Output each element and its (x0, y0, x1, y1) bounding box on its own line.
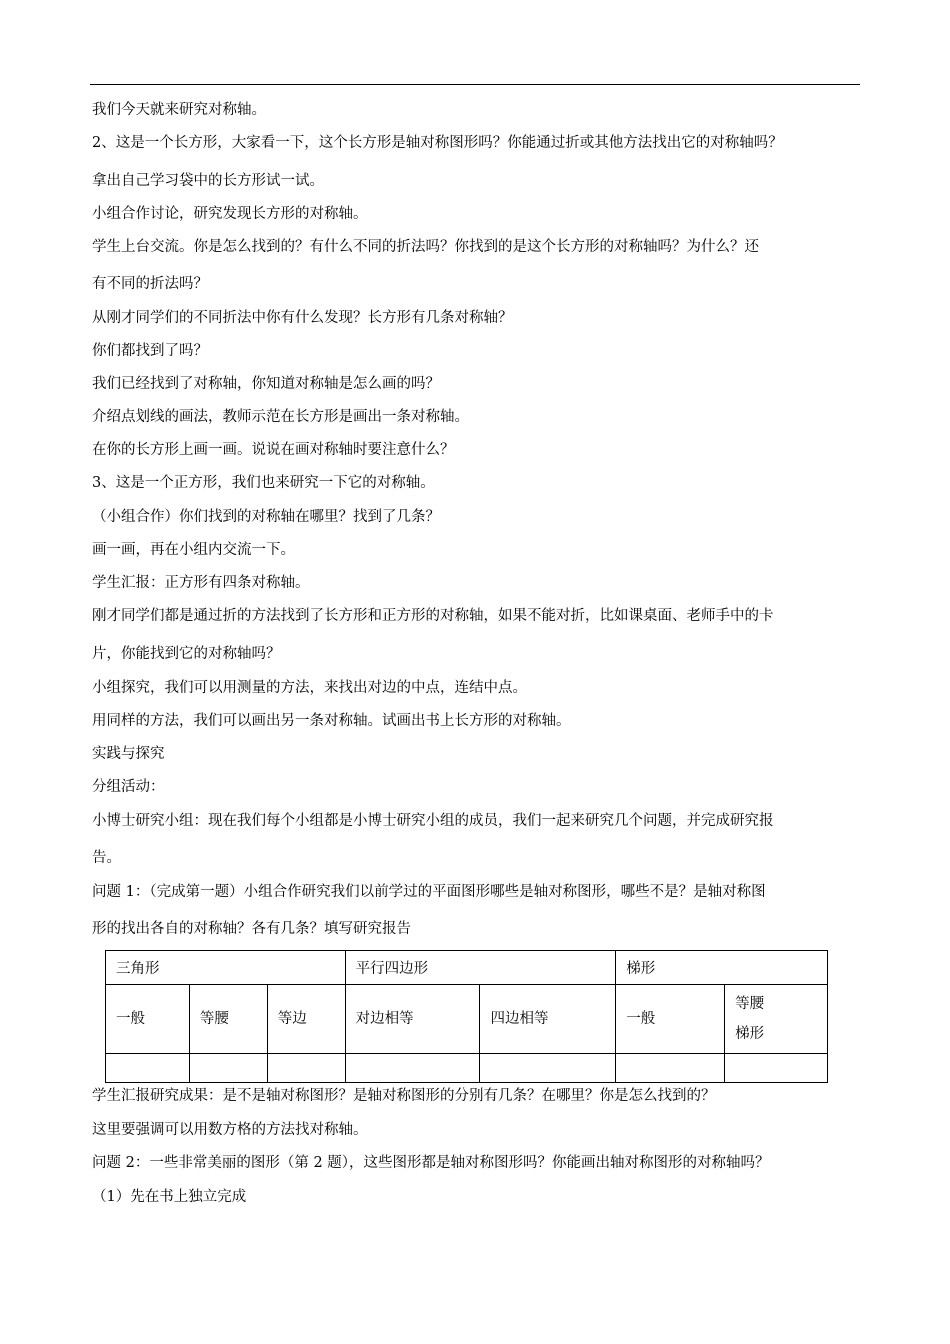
research-report-table (105, 950, 828, 1083)
paragraph-line: 小组合作讨论，研究发现长方形的对称轴。 (92, 206, 368, 222)
paragraph-line: 形的找出各自的对称轴？各有几条？填写研究报告 (92, 921, 411, 937)
answer-cell[interactable] (345, 1054, 480, 1083)
paragraph-line: 有不同的折法吗？ (92, 276, 208, 292)
answer-cell[interactable] (480, 1054, 616, 1083)
paragraph-line: 小组探究，我们可以用测量的方法，来找出对边的中点，连结中点。 (92, 680, 527, 696)
answer-cell[interactable] (267, 1054, 345, 1083)
answer-cell[interactable] (616, 1054, 725, 1083)
paragraph-line: 介绍点划线的画法，教师示范在长方形是画出一条对称轴。 (92, 409, 469, 425)
paragraph-line: （1）先在书上独立完成 (92, 1189, 247, 1205)
sub-four-sides-equal: 四边相等 (480, 985, 616, 1054)
sub-general-trapezoid: 一般 (616, 985, 725, 1054)
paragraph-line: 小博士研究小组：现在我们每个小组都是小博士研究小组的成员，我们一起来研究几个问题，并完成研究报 (92, 813, 774, 829)
answer-cell[interactable] (106, 1054, 190, 1083)
header-parallelogram: 平行四边形 (345, 951, 616, 985)
paragraph-line: 学生汇报研究成果：是不是轴对称图形？是轴对称图形的分别有几条？在哪里？你是怎么找到的？ (92, 1088, 716, 1104)
sub-general-triangle: 一般 (106, 985, 190, 1054)
paragraph-line: 在你的长方形上画一画。说说在画对称轴时要注意什么？ (92, 442, 455, 458)
paragraph-line: 2、这是一个长方形，大家看一下，这个长方形是轴对称图形吗？你能通过折或其他方法找出它的对称轴吗？ (92, 135, 783, 151)
header-rule (90, 84, 860, 85)
isosceles-trapezoid-line-2: 梯形 (735, 1026, 765, 1042)
paragraph-line: 用同样的方法，我们可以画出另一条对称轴。试画出书上长方形的对称轴。 (92, 713, 571, 729)
paragraph-line: 问题 2：一些非常美丽的图形（第 2 题），这些图形都是轴对称图形吗？你能画出轴对称图形的对称轴吗？ (92, 1155, 770, 1171)
paragraph-line: 问题 1：（完成第一题）小组合作研究我们以前学过的平面图形哪些是轴对称图形，哪些不是？是轴对称图 (92, 884, 766, 900)
answer-cell[interactable] (189, 1054, 267, 1083)
paragraph-line: 从刚才同学们的不同折法中你有什么发现？长方形有几条对称轴？ (92, 310, 513, 326)
paragraph-line: 片，你能找到它的对称轴吗？ (92, 646, 281, 662)
sub-equilateral-triangle: 等边 (267, 985, 345, 1054)
paragraph-line: 我们今天就来研究对称轴。 (92, 102, 266, 118)
paragraph-line: 3、这是一个正方形，我们也来研究一下它的对称轴。 (92, 475, 435, 491)
answer-cell[interactable] (725, 1054, 828, 1083)
header-trapezoid: 梯形 (616, 951, 828, 985)
sub-opposite-sides-equal: 对边相等 (345, 985, 480, 1054)
isosceles-trapezoid-line-1: 等腰 (735, 996, 765, 1012)
header-triangle: 三角形 (106, 951, 346, 985)
paragraph-line: 这里要强调可以用数方格的方法找对称轴。 (92, 1122, 368, 1138)
paragraph-line: 拿出自己学习袋中的长方形试一试。 (92, 173, 324, 189)
paragraph-line: （小组合作）你们找到的对称轴在哪里？找到了几条？ (92, 509, 440, 525)
paragraph-line: 分组活动： (92, 779, 165, 795)
paragraph-line: 刚才同学们都是通过折的方法找到了长方形和正方形的对称轴，如果不能对折，比如课桌面、老师手中的卡 (92, 608, 774, 624)
sub-isosceles-trapezoid (725, 985, 828, 1054)
section-heading: 实践与探究 (92, 746, 165, 762)
paragraph-line: 学生上台交流。你是怎么找到的？有什么不同的折法吗？你找到的是这个长方形的对称轴吗？为什么？还 (92, 239, 759, 255)
paragraph-line: 你们都找到了吗？ (92, 343, 208, 359)
paragraph-line: 告。 (92, 850, 121, 866)
paragraph-line: 我们已经找到了对称轴，你知道对称轴是怎么画的吗？ (92, 376, 440, 392)
paragraph-line: 画一画，再在小组内交流一下。 (92, 542, 295, 558)
sub-isosceles-triangle: 等腰 (189, 985, 267, 1054)
paragraph-line: 学生汇报：正方形有四条对称轴。 (92, 575, 310, 591)
